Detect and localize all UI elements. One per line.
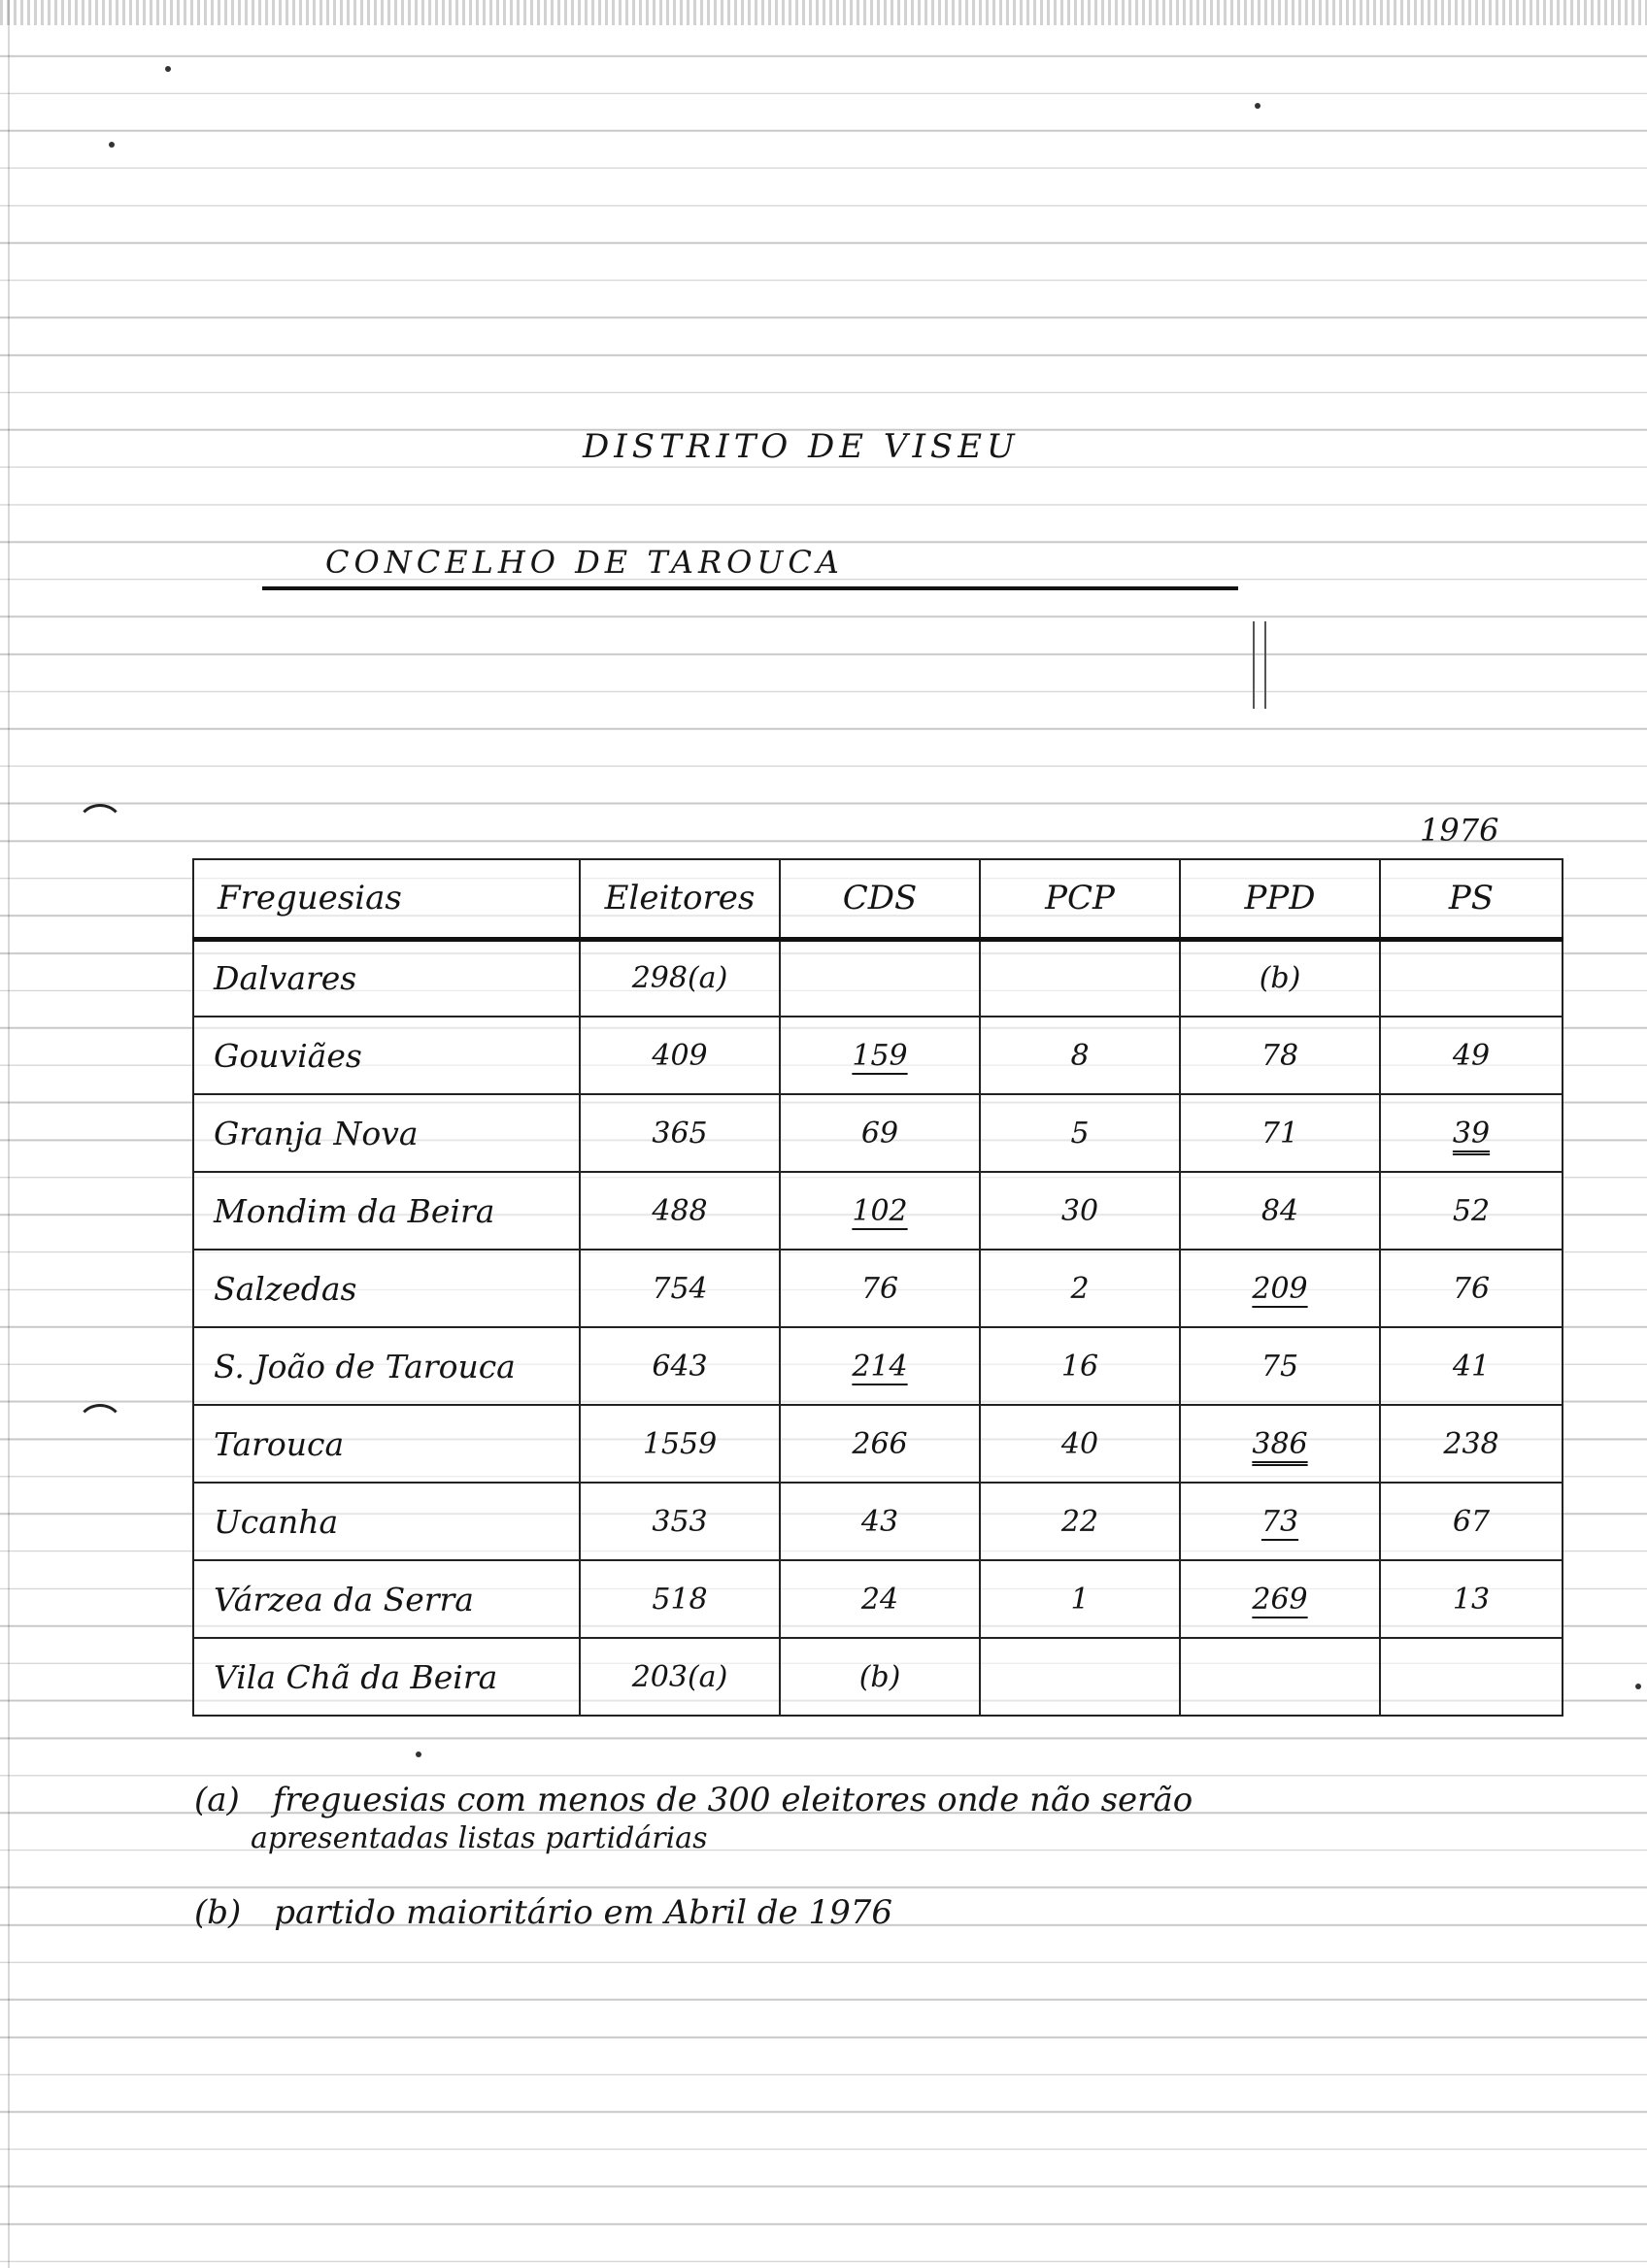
winning-value: 39 [1452, 1116, 1491, 1151]
cell-freguesia: Várzea da Serra [193, 1560, 580, 1638]
cell-pcp [980, 939, 1180, 1017]
winning-value: 102 [852, 1193, 908, 1228]
cell-pcp: 16 [980, 1327, 1180, 1405]
ink-dot [1635, 1684, 1641, 1689]
cell-cds: 24 [780, 1560, 980, 1638]
cell-pcp: 40 [980, 1405, 1180, 1483]
title-underline [262, 586, 1238, 590]
margin-mark [1253, 621, 1255, 709]
cell-ppd: (b) [1180, 939, 1380, 1017]
cell-ps: 76 [1380, 1250, 1563, 1327]
winning-value: 269 [1252, 1582, 1308, 1617]
cell-eleitores: 1559 [580, 1405, 780, 1483]
footnote-a-marker: (a) [194, 1781, 240, 1819]
cell-freguesia: Gouviães [193, 1017, 580, 1094]
footnote-b-marker: (b) [194, 1893, 242, 1932]
winning-value: 159 [852, 1038, 908, 1073]
scan-top-edge [0, 0, 1647, 25]
cell-eleitores: 754 [580, 1250, 780, 1327]
cell-ps: 67 [1380, 1483, 1563, 1560]
ink-dot [1255, 103, 1260, 109]
column-header-freguesias: Freguesias [193, 859, 580, 939]
cell-cds [780, 1172, 980, 1250]
cell-pcp: 5 [980, 1094, 1180, 1172]
footnote-a-text: freguesias com menos de 300 eleitores onde não serão [272, 1781, 1193, 1819]
left-margin-line [8, 0, 10, 2268]
cell-cds [780, 1017, 980, 1094]
cell-pcp [980, 1638, 1180, 1716]
cell-ps: 238 [1380, 1405, 1563, 1483]
cell-cds: 266 [780, 1405, 980, 1483]
cell-eleitores: 203(a) [580, 1638, 780, 1716]
cell-freguesia: Salzedas [193, 1250, 580, 1327]
cell-freguesia: Tarouca [193, 1405, 580, 1483]
cell-pcp: 30 [980, 1172, 1180, 1250]
winning-value: 73 [1260, 1504, 1299, 1539]
column-header-eleitores: Eleitores [580, 859, 780, 939]
election-results-table [192, 858, 1563, 1717]
table-row [193, 1172, 1563, 1250]
cell-ps [1380, 1638, 1563, 1716]
cell-ppd: 75 [1180, 1327, 1380, 1405]
winning-value: 214 [852, 1349, 908, 1384]
cell-freguesia: Vila Chã da Beira [193, 1638, 580, 1716]
cell-ppd [1180, 1638, 1380, 1716]
table-row [193, 1638, 1563, 1716]
footnote-b [194, 1893, 892, 1932]
cell-ppd: 78 [1180, 1017, 1380, 1094]
cell-eleitores: 365 [580, 1094, 780, 1172]
cell-cds [780, 1327, 980, 1405]
table-header-row [193, 859, 1563, 939]
binder-hole-icon [76, 1404, 124, 1452]
table-row [193, 1250, 1563, 1327]
table-row [193, 1405, 1563, 1483]
binder-hole-icon [76, 804, 124, 852]
column-header-cds: CDS [780, 859, 980, 939]
footnote-b-text: partido maioritário em Abril de 1976 [274, 1893, 892, 1932]
cell-ps: 41 [1380, 1327, 1563, 1405]
cell-ps: 52 [1380, 1172, 1563, 1250]
cell-freguesia: S. João de Tarouca [193, 1327, 580, 1405]
cell-cds [780, 939, 980, 1017]
year-label: 1976 [1420, 812, 1499, 849]
cell-eleitores: 488 [580, 1172, 780, 1250]
cell-eleitores: 518 [580, 1560, 780, 1638]
winning-value: 209 [1252, 1271, 1308, 1306]
cell-pcp: 2 [980, 1250, 1180, 1327]
cell-freguesia: Ucanha [193, 1483, 580, 1560]
cell-eleitores: 353 [580, 1483, 780, 1560]
cell-pcp: 8 [980, 1017, 1180, 1094]
ink-dot [416, 1751, 421, 1757]
cell-ps: 49 [1380, 1017, 1563, 1094]
cell-freguesia: Dalvares [193, 939, 580, 1017]
cell-ppd: 71 [1180, 1094, 1380, 1172]
table-row [193, 1327, 1563, 1405]
table-row [193, 1483, 1563, 1560]
cell-ps: 13 [1380, 1560, 1563, 1638]
cell-ppd [1180, 1560, 1380, 1638]
cell-ps [1380, 1094, 1563, 1172]
cell-freguesia: Mondim da Beira [193, 1172, 580, 1250]
cell-eleitores: 409 [580, 1017, 780, 1094]
municipality-title: CONCELHO DE TAROUCA [325, 544, 844, 581]
table-row [193, 1017, 1563, 1094]
cell-pcp: 22 [980, 1483, 1180, 1560]
ink-dot [165, 66, 171, 72]
table-row [193, 1094, 1563, 1172]
cell-ppd: 84 [1180, 1172, 1380, 1250]
cell-freguesia: Granja Nova [193, 1094, 580, 1172]
table-row [193, 1560, 1563, 1638]
cell-eleitores: 298(a) [580, 939, 780, 1017]
column-header-ps: PS [1380, 859, 1563, 939]
cell-cds: 43 [780, 1483, 980, 1560]
district-title: DISTRITO DE VISEU [583, 427, 1020, 466]
cell-ppd [1180, 1250, 1380, 1327]
winning-value: 386 [1252, 1426, 1308, 1461]
column-header-ppd: PPD [1180, 859, 1380, 939]
cell-ppd [1180, 1483, 1380, 1560]
cell-cds: 76 [780, 1250, 980, 1327]
footnote-a [194, 1781, 1193, 1819]
footnote-a-continuation: apresentadas listas partidárias [251, 1821, 708, 1855]
ink-dot [109, 142, 115, 148]
cell-cds: 69 [780, 1094, 980, 1172]
column-header-pcp: PCP [980, 859, 1180, 939]
cell-ppd [1180, 1405, 1380, 1483]
cell-cds: (b) [780, 1638, 980, 1716]
cell-ps [1380, 939, 1563, 1017]
table-row [193, 939, 1563, 1017]
margin-mark [1264, 621, 1266, 709]
cell-eleitores: 643 [580, 1327, 780, 1405]
cell-pcp: 1 [980, 1560, 1180, 1638]
